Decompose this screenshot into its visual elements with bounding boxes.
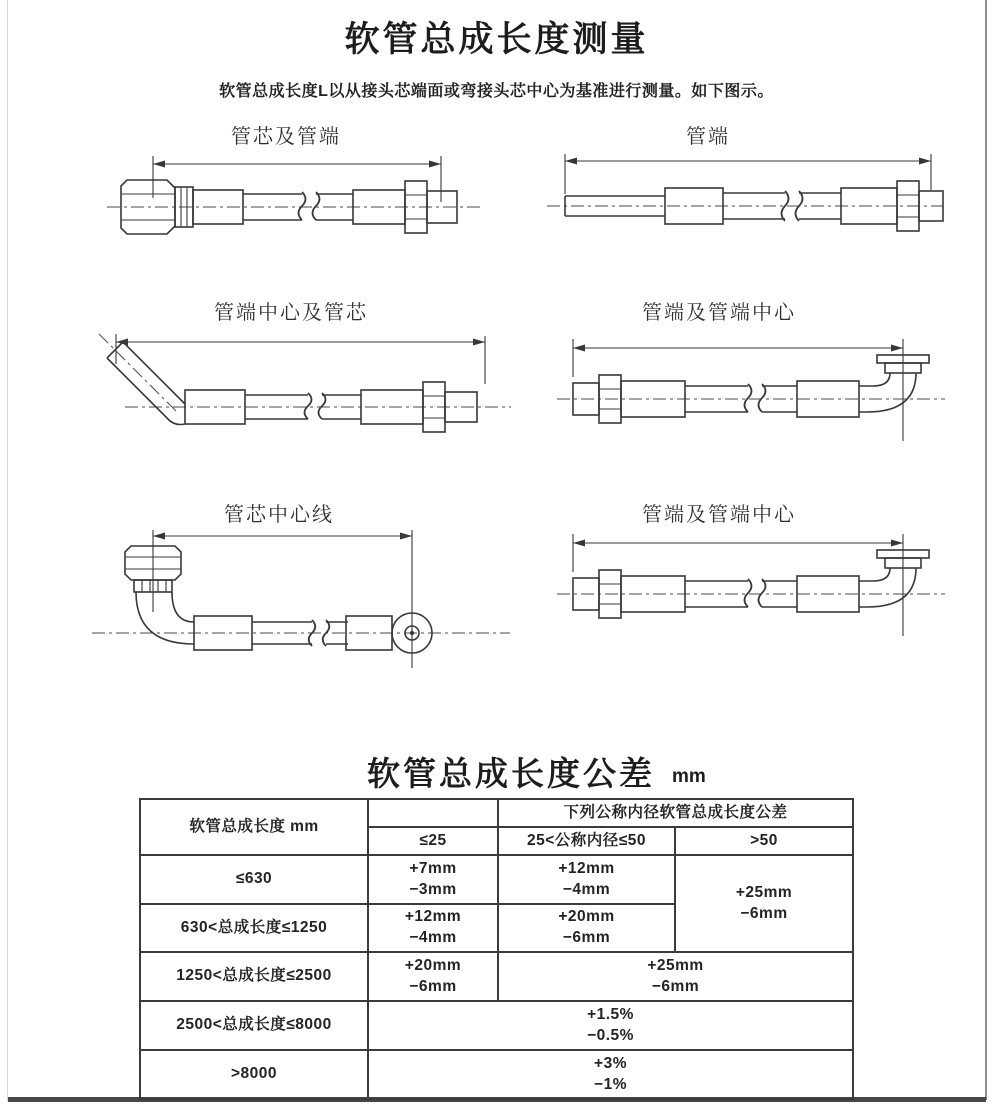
figure-label-pipe-end: 管端 xyxy=(686,126,730,148)
header-sub-cell-gt50: >50 xyxy=(675,827,853,855)
table-title: 软管总成长度公差 xyxy=(367,755,655,792)
hose-diagram-end-and-end-center-2 xyxy=(555,528,950,646)
tolerance-plus: +12mm xyxy=(404,908,462,926)
figure-label-end-and-end-center-2: 管端及管端中心 xyxy=(642,504,796,526)
table-unit: mm xyxy=(672,766,706,787)
cell-tolerance xyxy=(368,904,498,952)
table-row-le630 xyxy=(140,855,853,904)
tolerance-table xyxy=(139,798,854,1100)
cell-tolerance xyxy=(498,904,675,952)
tolerance-plus: +3% xyxy=(594,1054,627,1072)
tolerance-minus: −1% xyxy=(594,1075,627,1093)
cell-length-range: ≤630 xyxy=(140,855,368,904)
tolerance-plus: +1.5% xyxy=(587,1005,634,1023)
table-row-1250to2500 xyxy=(140,952,853,1001)
tolerance-plus: +20mm xyxy=(404,956,462,974)
hose-diagram-end-center-and-core xyxy=(95,330,515,445)
tolerance-plus: +25mm xyxy=(647,956,704,974)
figure-label-core-centerline: 管芯中心线 xyxy=(224,504,334,526)
cell-tolerance-merged xyxy=(675,855,853,952)
intro-text: 软管总成长度L以从接头芯端面或弯接头芯中心为基准进行测量。如下图示。 xyxy=(219,83,774,100)
cell-length-range: 2500<总成长度≤8000 xyxy=(140,1001,368,1050)
tolerance-minus: −0.5% xyxy=(587,1026,634,1044)
cell-tolerance xyxy=(368,952,498,1001)
cell-length-range: 630<总成长度≤1250 xyxy=(140,904,368,952)
header-sub-cell-le25: ≤25 xyxy=(368,827,498,855)
table-header-row-1 xyxy=(140,799,853,827)
tolerance-minus: −6mm xyxy=(409,977,457,995)
hose-diagram-core-and-end xyxy=(105,150,485,265)
scan-edge-left xyxy=(7,0,8,1101)
cell-tolerance-merged xyxy=(368,1001,853,1050)
page-title: 软管总成长度测量 xyxy=(344,20,649,59)
tolerance-minus: −4mm xyxy=(562,880,611,898)
tolerance-minus: −6mm xyxy=(651,977,700,995)
figure-label-end-and-end-center-1: 管端及管端中心 xyxy=(642,302,796,324)
cell-length-range: >8000 xyxy=(140,1050,368,1099)
tolerance-plus: +7mm xyxy=(409,859,457,877)
tolerance-plus: +20mm xyxy=(558,908,615,926)
tolerance-minus: −6mm xyxy=(740,904,788,922)
header-span-cell: 下列公称内径软管总成长度公差 xyxy=(498,799,853,827)
figure-label-core-and-end: 管芯及管端 xyxy=(231,126,341,148)
tolerance-plus: +25mm xyxy=(735,883,793,901)
table-row-gt8000 xyxy=(140,1050,853,1099)
cell-tolerance-merged xyxy=(498,952,853,1001)
cell-tolerance xyxy=(498,855,675,904)
hose-diagram-pipe-end xyxy=(545,148,945,260)
tolerance-plus: +12mm xyxy=(558,859,615,877)
hose-diagram-core-centerline xyxy=(90,528,515,678)
header-empty-cell xyxy=(368,799,498,827)
figure-label-end-center-and-core: 管端中心及管芯 xyxy=(214,302,368,324)
tolerance-minus: −4mm xyxy=(409,929,457,946)
header-length-cell: 软管总成长度 mm xyxy=(140,799,368,855)
tolerance-minus: −6mm xyxy=(562,929,611,946)
header-sub-cell-25to50: 25<公称内径≤50 xyxy=(498,827,675,855)
table-row-2500to8000 xyxy=(140,1001,853,1050)
cell-length-range: 1250<总成长度≤2500 xyxy=(140,952,368,1001)
scan-edge-right xyxy=(985,0,987,1100)
hose-diagram-end-and-end-center-1 xyxy=(555,333,950,451)
cell-tolerance xyxy=(368,855,498,904)
tolerance-minus: −3mm xyxy=(409,880,457,898)
cell-tolerance-merged xyxy=(368,1050,853,1099)
